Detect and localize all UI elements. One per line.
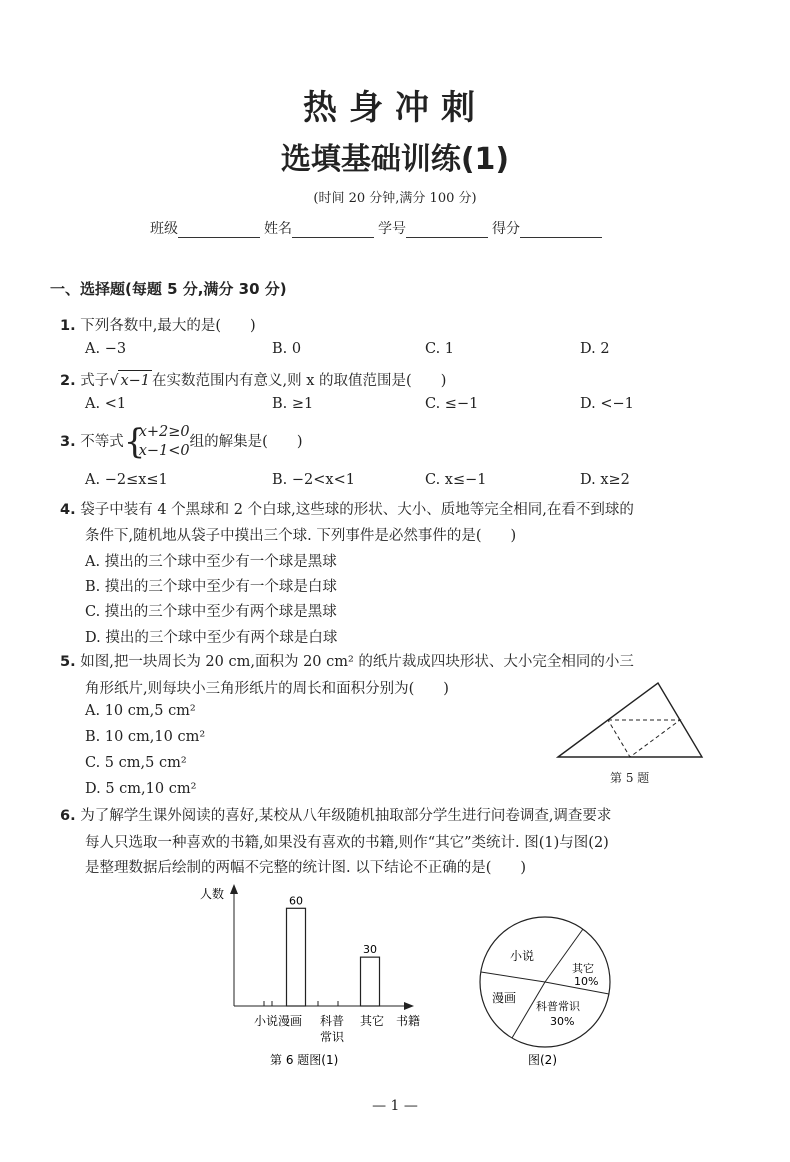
question-2-stem: 2. 式子√ x−1 在实数范围内有意义,则 x 的取值范围是( ) xyxy=(60,370,446,391)
slice-other-label: 其它 xyxy=(572,962,594,975)
inequality-system: { x+2≥0 x−1<0 xyxy=(123,422,190,462)
class-field[interactable] xyxy=(178,223,260,238)
question-1-option-b: B. 0 xyxy=(272,341,302,357)
sqrt-symbol: √ xyxy=(109,373,119,389)
question-5-option-a: A. 10 cm,5 cm² xyxy=(85,703,196,719)
question-4-stem: 4. 袋子中装有 4 个黑球和 2 个白球,这些球的形状、大小、质地等完全相同,在看不到球的 xyxy=(60,502,634,518)
question-4-option-a: A. 摸出的三个球中至少有一个球是黑球 xyxy=(85,554,337,570)
pie-divider-novel-comics xyxy=(481,972,545,982)
page-subtitle: 选填基础训练(1) xyxy=(280,142,510,177)
category-other: 其它 xyxy=(360,1014,385,1028)
class-label: 班级 xyxy=(150,221,178,237)
question-1-option-a: A. −3 xyxy=(85,341,127,357)
question-3-option-a: A. −2≤x≤1 xyxy=(85,472,168,488)
category-science-2: 常识 xyxy=(320,1030,345,1044)
slice-comics-label: 漫画 xyxy=(492,991,517,1005)
name-label: 姓名 xyxy=(264,221,292,237)
x-axis-label: 书籍 xyxy=(396,1014,421,1028)
question-2-option-d: D. <−1 xyxy=(580,396,634,412)
category-comics: 漫画 xyxy=(278,1014,303,1028)
page-number: — 1 — xyxy=(372,1098,418,1114)
triangle-figure xyxy=(550,675,720,765)
question-2-option-c: C. ≤−1 xyxy=(425,396,479,412)
score-label: 得分 xyxy=(492,221,520,237)
slice-other-pct: 10% xyxy=(574,975,599,988)
slice-science-label: 科普常识 xyxy=(536,1000,580,1013)
slice-science-pct: 30% xyxy=(550,1015,575,1028)
question-3-stem: 3. 不等式 { x+2≥0 x−1<0 组的解集是( ) xyxy=(60,422,303,462)
pie-chart-caption: 图(2) xyxy=(528,1053,557,1067)
question-5-stem-line-2: 角形纸片,则每块小三角形纸片的周长和面积分别为( ) xyxy=(85,681,449,697)
question-3-option-b: B. −2<x<1 xyxy=(272,472,355,488)
question-3-option-d: D. x≥2 xyxy=(580,472,630,488)
bar-comics xyxy=(287,908,306,1006)
category-novel: 小说 xyxy=(254,1014,279,1028)
x-axis-arrow xyxy=(404,1002,414,1010)
question-6-stem-line-2: 每人只选取一种喜欢的书籍,如果没有喜欢的书籍,则作“其它”类统计. 图(1)与图(2) xyxy=(85,835,609,851)
bar-chart xyxy=(190,880,440,1070)
section-heading: 一、选择题(每题 5 分,满分 30 分) xyxy=(50,280,287,298)
question-2-option-a: A. <1 xyxy=(85,396,127,412)
question-5-option-d: D. 5 cm,10 cm² xyxy=(85,781,197,797)
question-5-option-b: B. 10 cm,10 cm² xyxy=(85,729,206,745)
question-5-option-c: C. 5 cm,5 cm² xyxy=(85,755,187,771)
radicand: x−1 xyxy=(118,370,152,391)
question-4-stem-line-2: 条件下,随机地从袋子中摸出三个球. 下列事件是必然事件的是( ) xyxy=(85,528,517,544)
category-science-1: 科普 xyxy=(320,1014,345,1028)
page-title: 热身冲刺 xyxy=(303,88,487,128)
question-3-option-c: C. x≤−1 xyxy=(425,472,487,488)
question-1-stem: 1. 下列各数中,最大的是( ) xyxy=(60,318,256,334)
figure-5-caption: 第 5 题 xyxy=(610,771,650,785)
question-4-option-d: D. 摸出的三个球中至少有两个球是白球 xyxy=(85,630,338,646)
brace-symbol: { xyxy=(123,422,146,462)
info-line xyxy=(150,218,606,238)
question-6-stem-line-3: 是整理数据后绘制的两幅不完整的统计图. 以下结论不正确的是( ) xyxy=(85,860,527,876)
score-field[interactable] xyxy=(520,223,602,238)
bar-comics-value: 60 xyxy=(289,894,303,908)
name-field[interactable] xyxy=(292,223,374,238)
y-axis-arrow xyxy=(230,884,238,894)
bar-chart-caption: 第 6 题图(1) xyxy=(270,1053,339,1067)
pie-chart xyxy=(470,912,630,1072)
question-2-option-b: B. ≥1 xyxy=(272,396,314,412)
midpoint-triangle xyxy=(608,720,680,757)
question-5-stem: 5. 如图,把一块周长为 20 cm,面积为 20 cm² 的纸片裁成四块形状、大小完全相同的小三 xyxy=(60,654,634,670)
question-6-stem: 6. 为了解学生课外阅读的喜好,某校从八年级随机抽取部分学生进行问卷调查,调查要求 xyxy=(60,808,612,824)
student-id-label: 学号 xyxy=(378,221,406,237)
student-id-field[interactable] xyxy=(406,223,488,238)
bar-other xyxy=(361,957,380,1006)
slice-novel-label: 小说 xyxy=(510,949,535,963)
question-4-option-c: C. 摸出的三个球中至少有两个球是黑球 xyxy=(85,604,337,620)
time-note: (时间 20 分钟,满分 100 分) xyxy=(313,191,477,206)
y-axis-label: 人数 xyxy=(200,887,225,901)
question-1-option-c: C. 1 xyxy=(425,341,455,357)
question-4-option-b: B. 摸出的三个球中至少有一个球是白球 xyxy=(85,579,337,595)
question-1-option-d: D. 2 xyxy=(580,341,610,357)
bar-other-value: 30 xyxy=(363,943,377,957)
